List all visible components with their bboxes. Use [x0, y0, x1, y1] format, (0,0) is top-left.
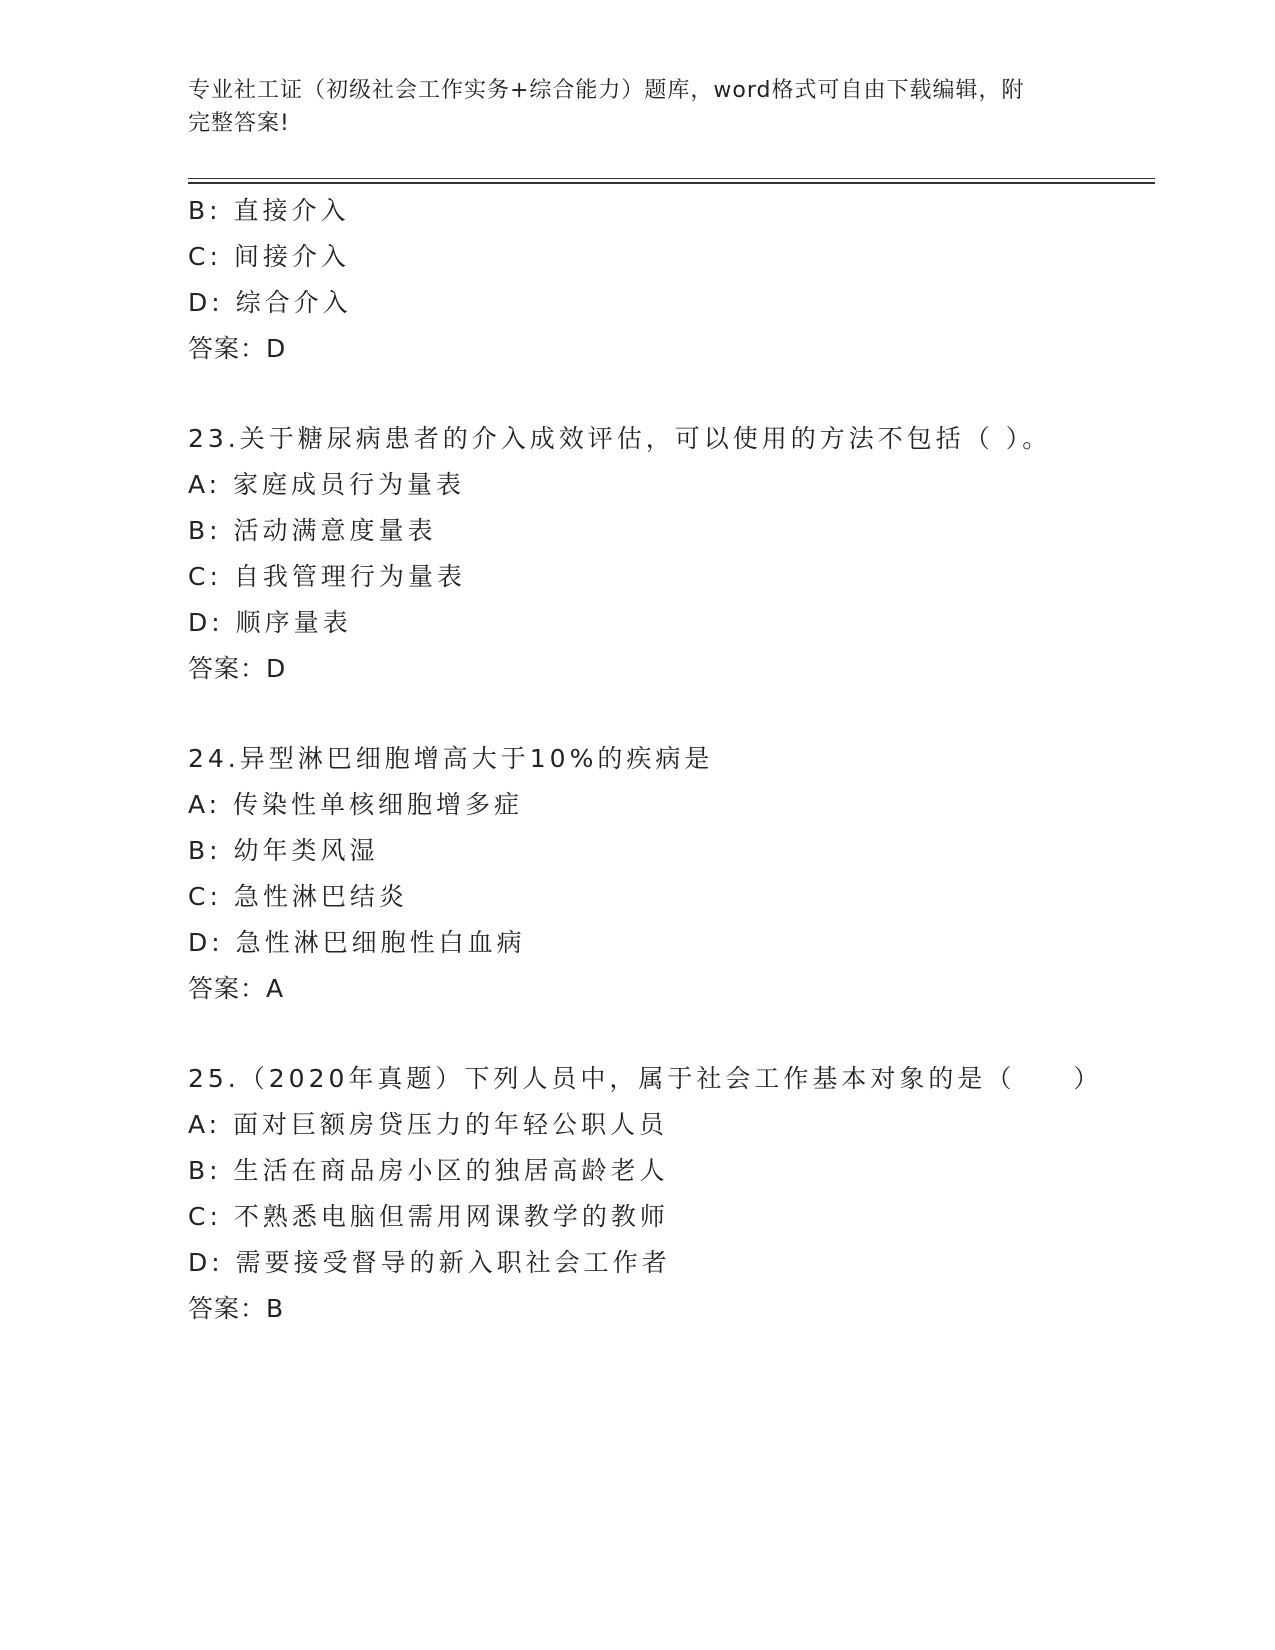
header-line-2: 完整答案!	[188, 111, 290, 136]
option-b: B: 活动满意度量表	[188, 516, 437, 545]
question-text: 23.关于糖尿病患者的介入成效评估，可以使用的方法不包括（ ）。	[188, 424, 1052, 453]
option-a: A: 面对巨额房贷压力的年轻公职人员	[188, 1110, 669, 1139]
option-d: D: 顺序量表	[188, 608, 352, 637]
question-22-continuation	[188, 188, 1148, 372]
answer: 答案：D	[188, 654, 287, 683]
option-b: B: 幼年类风湿	[188, 836, 379, 865]
question-spacer	[188, 692, 1148, 736]
document-header	[188, 74, 1088, 140]
answer: 答案：A	[188, 974, 285, 1003]
option-c: C: 自我管理行为量表	[188, 562, 466, 591]
header-divider-thin	[188, 178, 1155, 179]
option-d: D: 需要接受督导的新入职社会工作者	[188, 1248, 671, 1277]
question-list	[188, 188, 1148, 1332]
option-d: D: 急性淋巴细胞性白血病	[188, 928, 526, 957]
option-b: B: 生活在商品房小区的独居高龄老人	[188, 1156, 669, 1185]
question-spacer	[188, 1012, 1148, 1056]
question-spacer	[188, 372, 1148, 416]
answer: 答案：D	[188, 334, 287, 363]
option-a: A: 家庭成员行为量表	[188, 470, 466, 499]
option-c: C: 急性淋巴结炎	[188, 882, 408, 911]
question-23	[188, 416, 1148, 692]
header-line-1: 专业社工证（初级社会工作实务+综合能力）题库，word格式可自由下载编辑，附	[188, 78, 1025, 103]
question-25	[188, 1056, 1148, 1332]
question-24	[188, 736, 1148, 1012]
answer: 答案：B	[188, 1294, 285, 1323]
option-c: C: 间接介入	[188, 242, 350, 271]
question-text: 25.（2020年真题）下列人员中，属于社会工作基本对象的是（ ）	[188, 1064, 1103, 1093]
question-text: 24.异型淋巴细胞增高大于10%的疾病是	[188, 744, 714, 773]
option-d: D: 综合介入	[188, 288, 352, 317]
option-b: B: 直接介入	[188, 196, 350, 225]
option-a: A: 传染性单核细胞增多症	[188, 790, 524, 819]
option-c: C: 不熟悉电脑但需用网课教学的教师	[188, 1202, 669, 1231]
header-divider-thick	[188, 182, 1155, 184]
